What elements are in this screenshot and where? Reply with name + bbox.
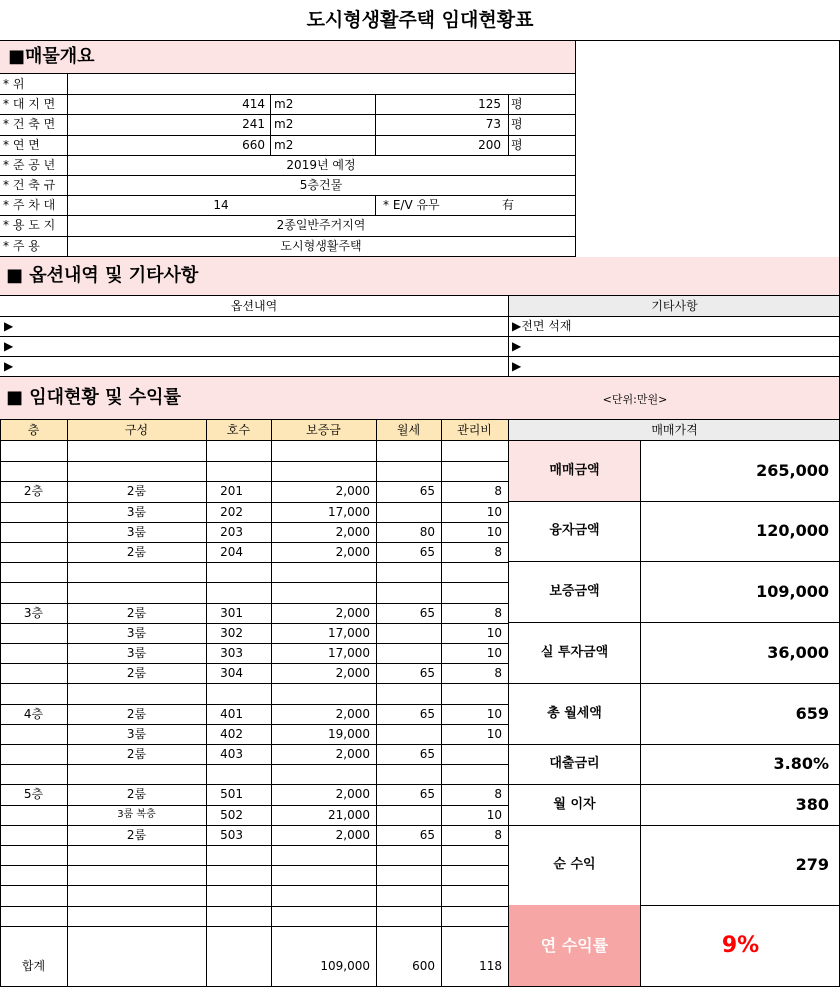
etc-item: ▶ bbox=[512, 359, 522, 373]
summary-label: 월 이자 bbox=[553, 797, 596, 812]
table-cell bbox=[67, 946, 206, 986]
unit-note: <단위:만원> bbox=[602, 393, 668, 406]
table-cell: 65 bbox=[419, 827, 435, 842]
table-cell: 8 bbox=[494, 605, 502, 620]
table-cell bbox=[0, 502, 67, 522]
table-cell: 600 bbox=[412, 959, 435, 973]
table-cell bbox=[67, 865, 206, 885]
overview-label: * 대 지 면 bbox=[3, 97, 56, 112]
etc-item: ▶ bbox=[512, 339, 522, 353]
table-header-1: 구성 bbox=[67, 420, 206, 440]
summary-label: 보증금액 bbox=[549, 584, 600, 599]
summary-value: 3.80% bbox=[773, 754, 829, 773]
summary-divider bbox=[640, 441, 641, 986]
table-cell bbox=[441, 582, 508, 602]
table-cell bbox=[67, 683, 206, 703]
options-col-header: 옵션내역 bbox=[230, 299, 278, 313]
table-cell bbox=[271, 582, 376, 602]
etc-col-header: 기타사항 bbox=[509, 296, 840, 316]
area-m2-value: 241 bbox=[242, 117, 265, 132]
table-cell bbox=[271, 865, 376, 885]
table-cell: 503 bbox=[220, 827, 243, 842]
table-cell: 403 bbox=[220, 747, 243, 761]
table-cell bbox=[376, 683, 441, 703]
area-pyeong-unit bbox=[511, 74, 541, 94]
summary-label: 순 수익 bbox=[553, 857, 596, 872]
table-cell: 402 bbox=[220, 726, 243, 741]
table-cell bbox=[271, 461, 376, 481]
summary-value: 659 bbox=[795, 704, 829, 723]
table-cell bbox=[206, 683, 271, 703]
table-cell: 합계 bbox=[21, 959, 46, 973]
table-cell bbox=[206, 562, 271, 582]
table-cell: 10 bbox=[486, 524, 502, 539]
overview-label: * 용 도 지 bbox=[3, 218, 56, 233]
overview-label: * 연 면 bbox=[3, 137, 40, 152]
table-header-3: 보증금 bbox=[271, 420, 376, 440]
table-cell: 502 bbox=[220, 807, 243, 822]
table-cell bbox=[376, 643, 441, 663]
table-cell bbox=[67, 885, 206, 905]
overview-value: 2019년 예정 bbox=[286, 157, 356, 172]
table-cell: 401 bbox=[220, 706, 243, 721]
table-cell bbox=[67, 906, 206, 926]
grid-line bbox=[0, 926, 509, 927]
area-pyeong-value: 125 bbox=[478, 97, 501, 112]
table-cell bbox=[0, 643, 67, 663]
options-heading: ■ 옵션내역 및 기타사항 bbox=[0, 257, 840, 295]
table-cell bbox=[206, 764, 271, 784]
overview-label: * 준 공 년 bbox=[3, 157, 56, 172]
rental-heading: ■ 임대현황 및 수익률 bbox=[0, 377, 840, 419]
summary-label: 실 투자금액 bbox=[540, 645, 609, 660]
ev-value: 有 bbox=[501, 198, 514, 213]
overview-right-border bbox=[575, 41, 576, 256]
summary-label: 연 수익률 bbox=[509, 905, 640, 986]
table-cell: 8 bbox=[494, 545, 502, 559]
table-cell bbox=[67, 461, 206, 481]
table-cell: 8 bbox=[494, 666, 502, 681]
table-cell: 3룸 bbox=[126, 726, 147, 741]
table-cell bbox=[0, 865, 67, 885]
table-cell: 109,000 bbox=[320, 959, 370, 973]
area-m2-unit: m2 bbox=[274, 117, 294, 132]
table-cell bbox=[0, 683, 67, 703]
area-pyeong-value: 73 bbox=[485, 117, 501, 132]
grid-line bbox=[376, 420, 377, 986]
grid-line bbox=[441, 420, 442, 986]
table-cell bbox=[441, 865, 508, 885]
table-cell bbox=[0, 663, 67, 683]
table-cell bbox=[376, 623, 441, 643]
table-cell: 2,000 bbox=[335, 524, 370, 539]
table-cell: 301 bbox=[220, 605, 243, 620]
summary-value: 109,000 bbox=[756, 582, 829, 601]
table-cell: 3룸 bbox=[126, 504, 147, 519]
table-cell: 2,000 bbox=[335, 545, 370, 559]
table-cell bbox=[0, 441, 67, 461]
grid-line bbox=[508, 114, 509, 134]
table-cell: 10 bbox=[486, 504, 502, 519]
grid-line bbox=[67, 135, 68, 155]
table-cell: 8 bbox=[494, 787, 502, 802]
table-cell: 10 bbox=[486, 646, 502, 660]
grid-line bbox=[375, 195, 376, 215]
table-header-2: 호수 bbox=[206, 420, 271, 440]
table-cell: 65 bbox=[419, 545, 435, 559]
table-cell: 201 bbox=[220, 484, 243, 499]
overview-label: * 주 차 대 bbox=[3, 198, 56, 213]
table-cell bbox=[0, 562, 67, 582]
etc-item: ▶전면 석재 bbox=[512, 319, 572, 333]
area-m2-unit: m2 bbox=[274, 137, 294, 152]
table-cell bbox=[271, 683, 376, 703]
table-cell: 2,000 bbox=[335, 706, 370, 721]
table-cell bbox=[0, 764, 67, 784]
overview-label: * 위 bbox=[3, 77, 25, 91]
table-cell bbox=[206, 946, 271, 986]
area-pyeong-unit: 평 bbox=[511, 137, 523, 152]
grid-line bbox=[67, 94, 68, 114]
area-pyeong-value bbox=[376, 74, 501, 94]
table-cell bbox=[376, 885, 441, 905]
table-cell: 19,000 bbox=[328, 726, 370, 741]
price-header: 매매가격 bbox=[509, 420, 840, 440]
grid-line bbox=[270, 135, 271, 155]
table-cell bbox=[376, 865, 441, 885]
table-cell bbox=[271, 764, 376, 784]
grid-line bbox=[270, 94, 271, 114]
table-cell bbox=[271, 441, 376, 461]
table-cell bbox=[376, 845, 441, 865]
table-cell bbox=[376, 805, 441, 825]
summary-label: 융자금액 bbox=[549, 523, 600, 538]
table-cell: 17,000 bbox=[328, 504, 370, 519]
table-cell: 2룸 bbox=[126, 706, 147, 721]
grid-line bbox=[67, 155, 68, 175]
table-cell: 65 bbox=[419, 706, 435, 721]
grid-line bbox=[508, 94, 509, 114]
parking-value: 14 bbox=[213, 198, 229, 213]
table-cell bbox=[271, 885, 376, 905]
table-cell bbox=[441, 906, 508, 926]
table-cell bbox=[0, 825, 67, 845]
table-cell bbox=[0, 906, 67, 926]
table-cell bbox=[0, 805, 67, 825]
grid-line bbox=[206, 420, 207, 986]
overview-heading: ■매물개요 bbox=[0, 41, 575, 73]
table-cell: 65 bbox=[419, 787, 435, 802]
table-cell bbox=[376, 441, 441, 461]
grid-line bbox=[67, 74, 68, 94]
grid-line bbox=[0, 420, 1, 986]
table-cell bbox=[271, 845, 376, 865]
table-cell: 2룸 bbox=[126, 827, 147, 842]
table-cell: 2룸 bbox=[126, 605, 147, 620]
ev-label: * E/V 유무 bbox=[383, 198, 440, 213]
table-cell: 21,000 bbox=[328, 807, 370, 822]
grid-line bbox=[375, 135, 376, 155]
overview-value: 5층건물 bbox=[299, 178, 343, 192]
table-cell bbox=[376, 582, 441, 602]
table-cell bbox=[206, 845, 271, 865]
table-cell bbox=[271, 562, 376, 582]
option-item: ▶ bbox=[4, 339, 14, 353]
summary-value: 36,000 bbox=[767, 643, 829, 662]
area-m2-value: 660 bbox=[242, 137, 265, 152]
table-cell bbox=[376, 764, 441, 784]
table-cell: 4층 bbox=[23, 706, 44, 721]
table-cell: 2층 bbox=[23, 484, 44, 499]
table-cell: 2,000 bbox=[335, 747, 370, 761]
table-cell: 3룸 bbox=[126, 646, 147, 660]
table-cell: 65 bbox=[419, 484, 435, 499]
table-cell bbox=[206, 906, 271, 926]
table-cell bbox=[206, 582, 271, 602]
table-cell: 204 bbox=[220, 545, 243, 559]
table-cell bbox=[0, 623, 67, 643]
table-cell: 303 bbox=[220, 646, 243, 660]
table-cell bbox=[376, 502, 441, 522]
area-m2-value bbox=[67, 74, 265, 94]
table-cell: 118 bbox=[479, 959, 502, 973]
table-cell: 17,000 bbox=[328, 646, 370, 660]
table-cell bbox=[376, 724, 441, 744]
grid-line bbox=[67, 236, 68, 256]
table-cell bbox=[441, 845, 508, 865]
area-m2-unit: m2 bbox=[274, 97, 294, 112]
grid-line bbox=[270, 114, 271, 134]
table-cell: 10 bbox=[486, 625, 502, 640]
table-header-4: 월세 bbox=[376, 420, 441, 440]
table-cell: 202 bbox=[220, 504, 243, 519]
table-cell: 8 bbox=[494, 827, 502, 842]
table-cell bbox=[206, 461, 271, 481]
table-cell: 2,000 bbox=[335, 827, 370, 842]
table-cell: 2,000 bbox=[335, 605, 370, 620]
summary-value: 279 bbox=[795, 855, 829, 874]
table-cell bbox=[376, 562, 441, 582]
table-cell: 3층 bbox=[23, 605, 44, 620]
table-cell bbox=[441, 764, 508, 784]
summary-value: 120,000 bbox=[756, 521, 829, 540]
table-cell bbox=[376, 906, 441, 926]
table-cell: 65 bbox=[419, 605, 435, 620]
table-cell: 304 bbox=[220, 666, 243, 681]
summary-label: 총 월세액 bbox=[547, 706, 602, 721]
summary-label: 매매금액 bbox=[509, 441, 640, 501]
table-cell bbox=[67, 441, 206, 461]
table-cell: 8 bbox=[494, 484, 502, 499]
grid-line bbox=[67, 175, 68, 195]
table-cell bbox=[271, 906, 376, 926]
table-cell bbox=[206, 885, 271, 905]
table-cell bbox=[67, 562, 206, 582]
table-cell bbox=[441, 441, 508, 461]
table-cell: 17,000 bbox=[328, 625, 370, 640]
overview-label: * 건 축 면 bbox=[3, 117, 56, 132]
table-cell bbox=[0, 461, 67, 481]
table-cell bbox=[0, 582, 67, 602]
table-cell: 2,000 bbox=[335, 666, 370, 681]
table-cell: 501 bbox=[220, 787, 243, 802]
table-cell bbox=[0, 542, 67, 562]
table-cell: 302 bbox=[220, 625, 243, 640]
grid-line bbox=[271, 420, 272, 986]
grid-line bbox=[375, 114, 376, 134]
overview-value: 도시형생활주택 bbox=[280, 238, 362, 253]
table-cell: 203 bbox=[220, 524, 243, 539]
table-cell: 2룸 bbox=[126, 484, 147, 499]
table-cell: 5층 bbox=[23, 787, 44, 802]
table-cell bbox=[206, 441, 271, 461]
table-cell: 2룸 bbox=[126, 747, 147, 761]
table-cell bbox=[206, 865, 271, 885]
option-item: ▶ bbox=[4, 319, 14, 333]
summary-value: 9% bbox=[721, 933, 760, 958]
table-cell bbox=[441, 562, 508, 582]
table-cell: 2,000 bbox=[335, 787, 370, 802]
table-cell bbox=[441, 683, 508, 703]
overview-label: * 건 축 규 bbox=[3, 178, 56, 192]
area-pyeong-value: 200 bbox=[478, 137, 501, 152]
table-cell bbox=[441, 744, 508, 764]
table-header-0: 층 bbox=[0, 420, 67, 440]
summary-value: 265,000 bbox=[756, 461, 829, 480]
table-cell: 10 bbox=[486, 807, 502, 822]
area-m2-value: 414 bbox=[242, 97, 265, 112]
table-cell bbox=[67, 845, 206, 865]
table-cell: 3룸 복층 bbox=[117, 808, 156, 820]
table-cell bbox=[441, 461, 508, 481]
option-item: ▶ bbox=[4, 359, 14, 373]
table-cell bbox=[0, 744, 67, 764]
table-cell: 65 bbox=[419, 747, 435, 761]
area-pyeong-unit: 평 bbox=[511, 117, 523, 132]
grid-line bbox=[67, 215, 68, 235]
overview-label: * 주 용 bbox=[3, 238, 40, 253]
table-cell bbox=[0, 845, 67, 865]
table-cell: 10 bbox=[486, 706, 502, 721]
table-cell: 3룸 bbox=[126, 524, 147, 539]
table-cell bbox=[0, 724, 67, 744]
table-cell bbox=[441, 885, 508, 905]
overview-value: 2종일반주거지역 bbox=[276, 218, 366, 233]
table-cell: 3룸 bbox=[126, 625, 147, 640]
table-cell: 65 bbox=[419, 666, 435, 681]
grid-line bbox=[508, 135, 509, 155]
table-cell: 10 bbox=[486, 726, 502, 741]
table-cell bbox=[67, 764, 206, 784]
table-cell bbox=[0, 885, 67, 905]
summary-label: 대출금리 bbox=[549, 756, 600, 771]
table-cell bbox=[0, 522, 67, 542]
table-cell bbox=[376, 461, 441, 481]
table-cell: 2룸 bbox=[126, 787, 147, 802]
table-cell bbox=[67, 582, 206, 602]
table-cell: 2룸 bbox=[126, 666, 147, 681]
table-header-5: 관리비 bbox=[441, 420, 508, 440]
grid-line bbox=[375, 94, 376, 114]
table-cell: 80 bbox=[419, 524, 435, 539]
grid-line bbox=[67, 195, 68, 215]
summary-value: 380 bbox=[795, 795, 829, 814]
page-title: 도시형생활주택 임대현황표 bbox=[306, 9, 534, 31]
grid-line bbox=[67, 114, 68, 134]
grid-line bbox=[67, 420, 68, 986]
area-pyeong-unit: 평 bbox=[511, 97, 523, 112]
area-m2-unit bbox=[274, 74, 314, 94]
table-cell: 2,000 bbox=[335, 484, 370, 499]
table-cell: 2룸 bbox=[126, 545, 147, 559]
